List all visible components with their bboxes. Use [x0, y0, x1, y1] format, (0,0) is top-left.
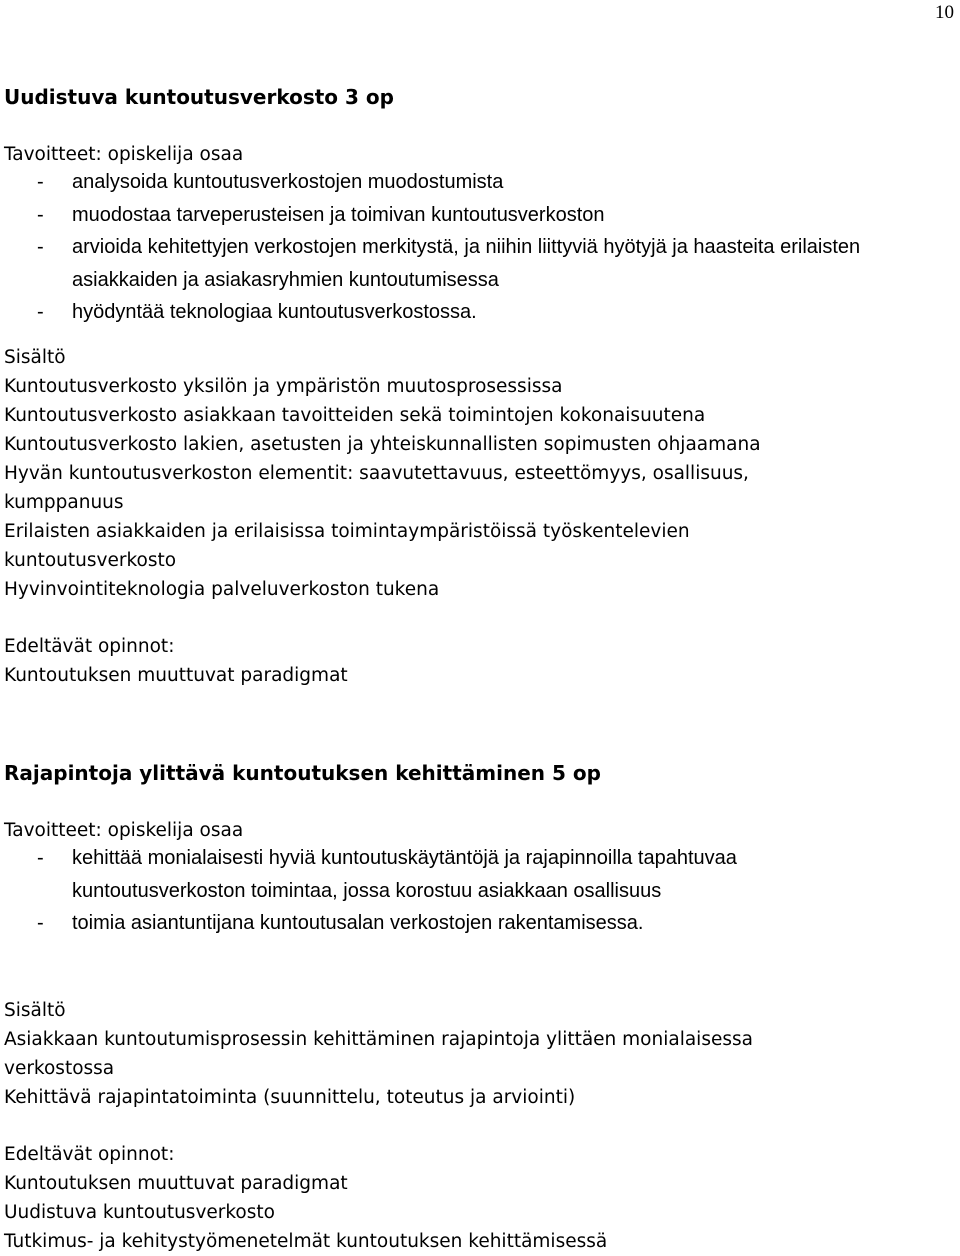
prerequisites-heading: Edeltävät opinnot: [4, 1143, 175, 1165]
content-line: Hyvän kuntoutusverkoston elementit: saavutettavuus, esteettömyys, osallisuus, [4, 462, 749, 484]
goal-item: - muodostaa tarveperusteisen ja toimivan kuntoutusverkoston [37, 203, 605, 226]
goal-item: - kehittää monialaisesti hyviä kuntoutuskäytäntöjä ja rajapinnoilla tapahtuvaa kuntoutusverkoston toimintaa, jossa korostuu asiakkaan osallisuus [37, 847, 737, 902]
content-line: Kehittävä rajapintatoiminta (suunnittelu, toteutus ja arviointi) [4, 1086, 576, 1108]
goals-heading: Tavoitteet: opiskelija osaa [4, 144, 244, 165]
goals-list [4, 166, 954, 329]
goal-text: muodostaa tarveperusteisen ja toimivan kuntoutusverkoston [72, 203, 605, 226]
goal-item: - toimia asiantuntijana kuntoutusalan verkostojen rakentamisessa. [37, 912, 644, 934]
content-line: Asiakkaan kuntoutumisprosessin kehittäminen rajapintoja ylittäen monialaisessa [4, 1028, 753, 1050]
prerequisites-heading: Edeltävät opinnot: [4, 635, 175, 657]
course-section-1 [4, 82, 954, 690]
prerequisite-line: Uudistuva kuntoutusverkosto [4, 1201, 275, 1223]
content-heading: Sisältö [4, 999, 66, 1021]
content-line: Erilaisten asiakkaiden ja erilaisissa toimintaympäristöissä työskentelevien [4, 520, 690, 542]
goal-item: - hyödyntää teknologiaa kuntoutusverkostossa. [37, 301, 477, 323]
content-line: Kuntoutusverkosto lakien, asetusten ja yhteiskunnallisten sopimusten ohjaamana [4, 433, 761, 455]
prerequisite-line: Kuntoutuksen muuttuvat paradigmat [4, 664, 348, 686]
content-line: Kuntoutusverkosto yksilön ja ympäristön muutosprosessissa [4, 375, 563, 397]
goals-heading: Tavoitteet: opiskelija osaa [4, 820, 244, 841]
page-number: 10 [935, 2, 954, 23]
content-heading: Sisältö [4, 346, 66, 368]
content-line: kuntoutusverkosto [4, 549, 177, 571]
prerequisite-line: Kuntoutuksen muuttuvat paradigmat [4, 1172, 348, 1194]
content-line: Kuntoutusverkosto asiakkaan tavoitteiden sekä toimintojen kokonaisuutena [4, 404, 706, 426]
goal-text: hyödyntää teknologiaa kuntoutusverkostossa. [72, 301, 477, 323]
content-line: Hyvinvointiteknologia palveluverkoston tukena [4, 578, 440, 600]
goal-text: toimia asiantuntijana kuntoutusalan verkostojen rakentamisessa. [72, 912, 644, 934]
goals-list [4, 842, 954, 940]
prerequisite-line: Tutkimus- ja kehitystyömenetelmät kuntoutuksen kehittämisessä [4, 1230, 608, 1252]
course-title: Rajapintoja ylittävä kuntoutuksen kehittäminen 5 op [4, 761, 601, 785]
goal-text: kehittää monialaisesti hyviä kuntoutuskäytäntöjä ja rajapinnoilla tapahtuvaa kuntoutusverkoston toimintaa, jossa korostuu asiakkaan osallisuus [72, 847, 737, 902]
goal-text: arvioida kehitettyjen verkostojen merkitystä, ja niihin liittyviä hyötyjä ja haasteita erilaisten asiakkaiden ja asiakasryhmien kuntoutumisessa [72, 236, 861, 291]
goal-text: analysoida kuntoutusverkostojen muodostumista [72, 171, 504, 193]
content-line: kumppanuus [4, 491, 124, 513]
course-section-2 [4, 758, 954, 1256]
course-title: Uudistuva kuntoutusverkosto 3 op [4, 85, 394, 109]
goal-item: - analysoida kuntoutusverkostojen muodostumista [37, 171, 504, 193]
content-line: verkostossa [4, 1057, 115, 1079]
goal-item: - arvioida kehitettyjen verkostojen merkitystä, ja niihin liittyviä hyötyjä ja haasteita erilaisten asiakkaiden ja asiakasryhmien kuntoutumisessa [37, 236, 861, 291]
